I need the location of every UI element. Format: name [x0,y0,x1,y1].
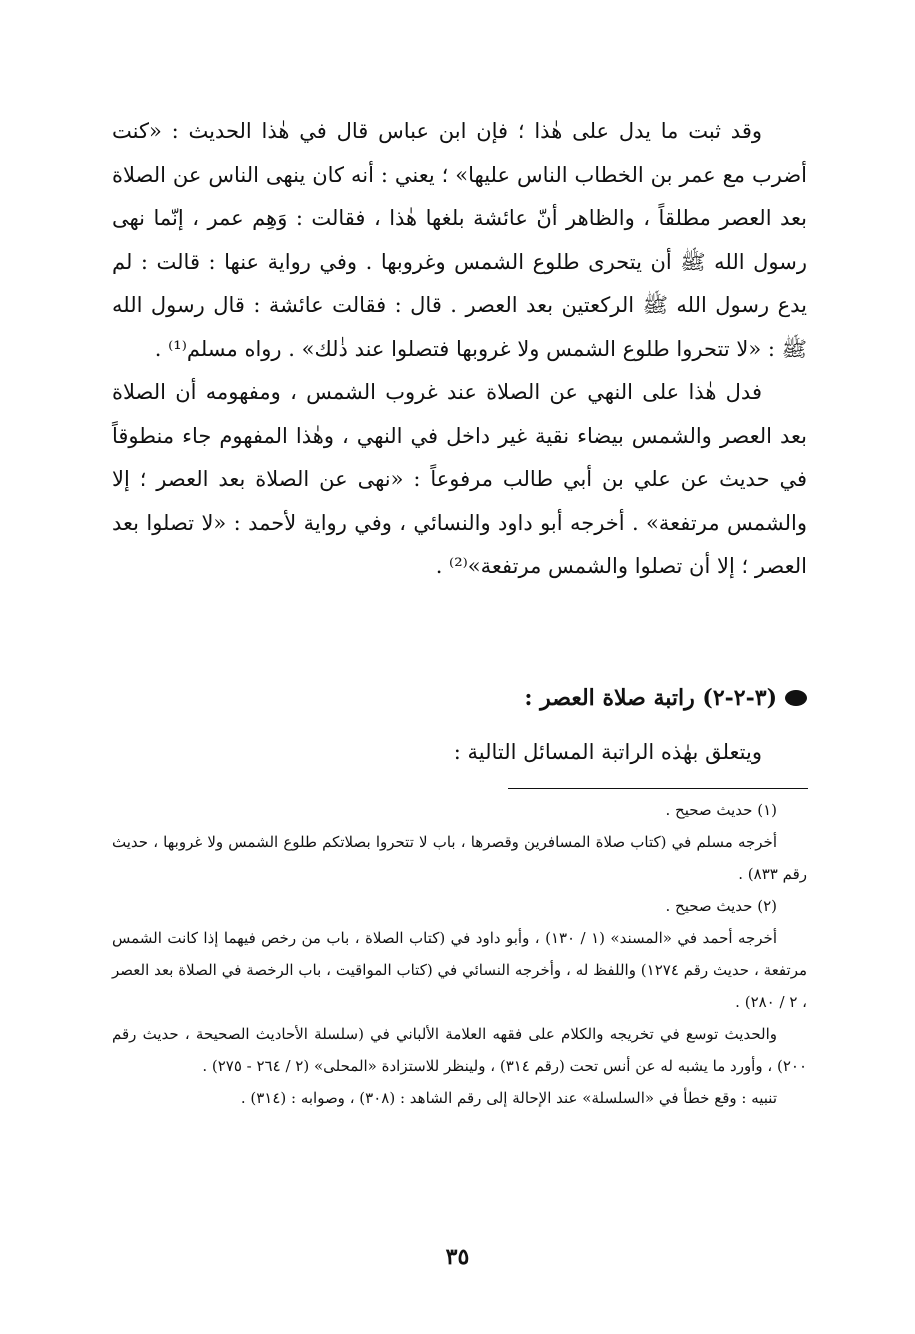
footnote-1-text: أخرجه مسلم في (كتاب صلاة المسافرين وقصرها ، باب لا تتحروا بصلاتكم طلوع الشمس ولا غروبها ، حديث رقم ٨٣٣) . [112,833,807,883]
main-text [112,110,807,589]
section-intro: ويتعلق بهٰذه الراتبة المسائل التالية : [453,740,762,764]
footnote-divider [508,788,808,789]
bullet-icon [785,690,807,706]
section-heading-text: (٣-٢-٢) راتبة صلاة العصر : [524,685,777,711]
paragraph-1: وقد ثبت ما يدل على هٰذا ؛ فإن ابن عباس قال في هٰذا الحديث : «كنت أضرب مع عمر بن الخطاب الناس عليها» ؛ يعني : أنه كان ينهى الناس عن الصلاة بعد العصر مطلقاً ، والظاهر أنّ عائشة بلغها هٰذا ، فقالت : وَهِم عمر ، إنّما نهى رسول الله ﷺ أن يتحرى طلوع الشمس وغروبها . وفي رواية عنها : قالت : لم يدع رسول الله ﷺ الركعتين بعد العصر . قال : فقالت عائشة : قال رسول الله ﷺ : «لا تتحروا طلوع الشمس ولا غروبها فتصلوا عند ذٰلك» . رواه مسلم⁽¹⁾ . [112,119,807,361]
footnote-2-warning: تنبيه : وقع خطأ في «السلسلة» عند الإحالة إلى رقم الشاهد : (٣٠٨) ، وصوابه : (٣١٤) . [240,1089,777,1107]
footnote-2-grade: (٢) حديث صحيح . [665,897,777,915]
paragraph-2: فدل هٰذا على النهي عن الصلاة عند غروب الشمس ، ومفهومه أن الصلاة بعد العصر والشمس بيضاء نقية غير داخل في النهي ، وهٰذا المفهوم جاء منطوقاً في حديث عن علي بن أبي طالب مرفوعاً : «نهى عن الصلاة بعد العصر ؛ إلا والشمس مرتفعة» . أخرجه أبو داود والنسائي ، وفي رواية لأحمد : «لا تصلوا بعد العصر ؛ إلا أن تصلوا والشمس مرتفعة»⁽²⁾ . [112,380,807,578]
footnote-1-grade: (١) حديث صحيح . [665,801,777,819]
section-heading [112,676,807,720]
footnotes [112,794,807,1114]
footnote-2-text: أخرجه أحمد في «المسند» (١ / ١٣٠) ، وأبو داود في (كتاب الصلاة ، باب من رخص فيهما إذا كانت الشمس مرتفعة ، حديث رقم ١٢٧٤) واللفظ له ، وأخرجه النسائي في (كتاب المواقيت ، باب الرخصة في الصلاة بعد العصر ، ٢ / ٢٨٠) . [112,929,808,1011]
page-number: ٣٥ [445,1244,470,1270]
footnote-2-note: والحديث توسع في تخريجه والكلام على فقهه العلامة الألباني في (سلسلة الأحاديث الصحيحة ، حديث رقم ٢٠٠) ، وأورد ما يشبه له عن أنس تحت (رقم ٣١٤) ، ولينظر للاستزادة «المحلى» (٢ / ٢٦٤ - ٢٧٥) . [112,1025,807,1075]
